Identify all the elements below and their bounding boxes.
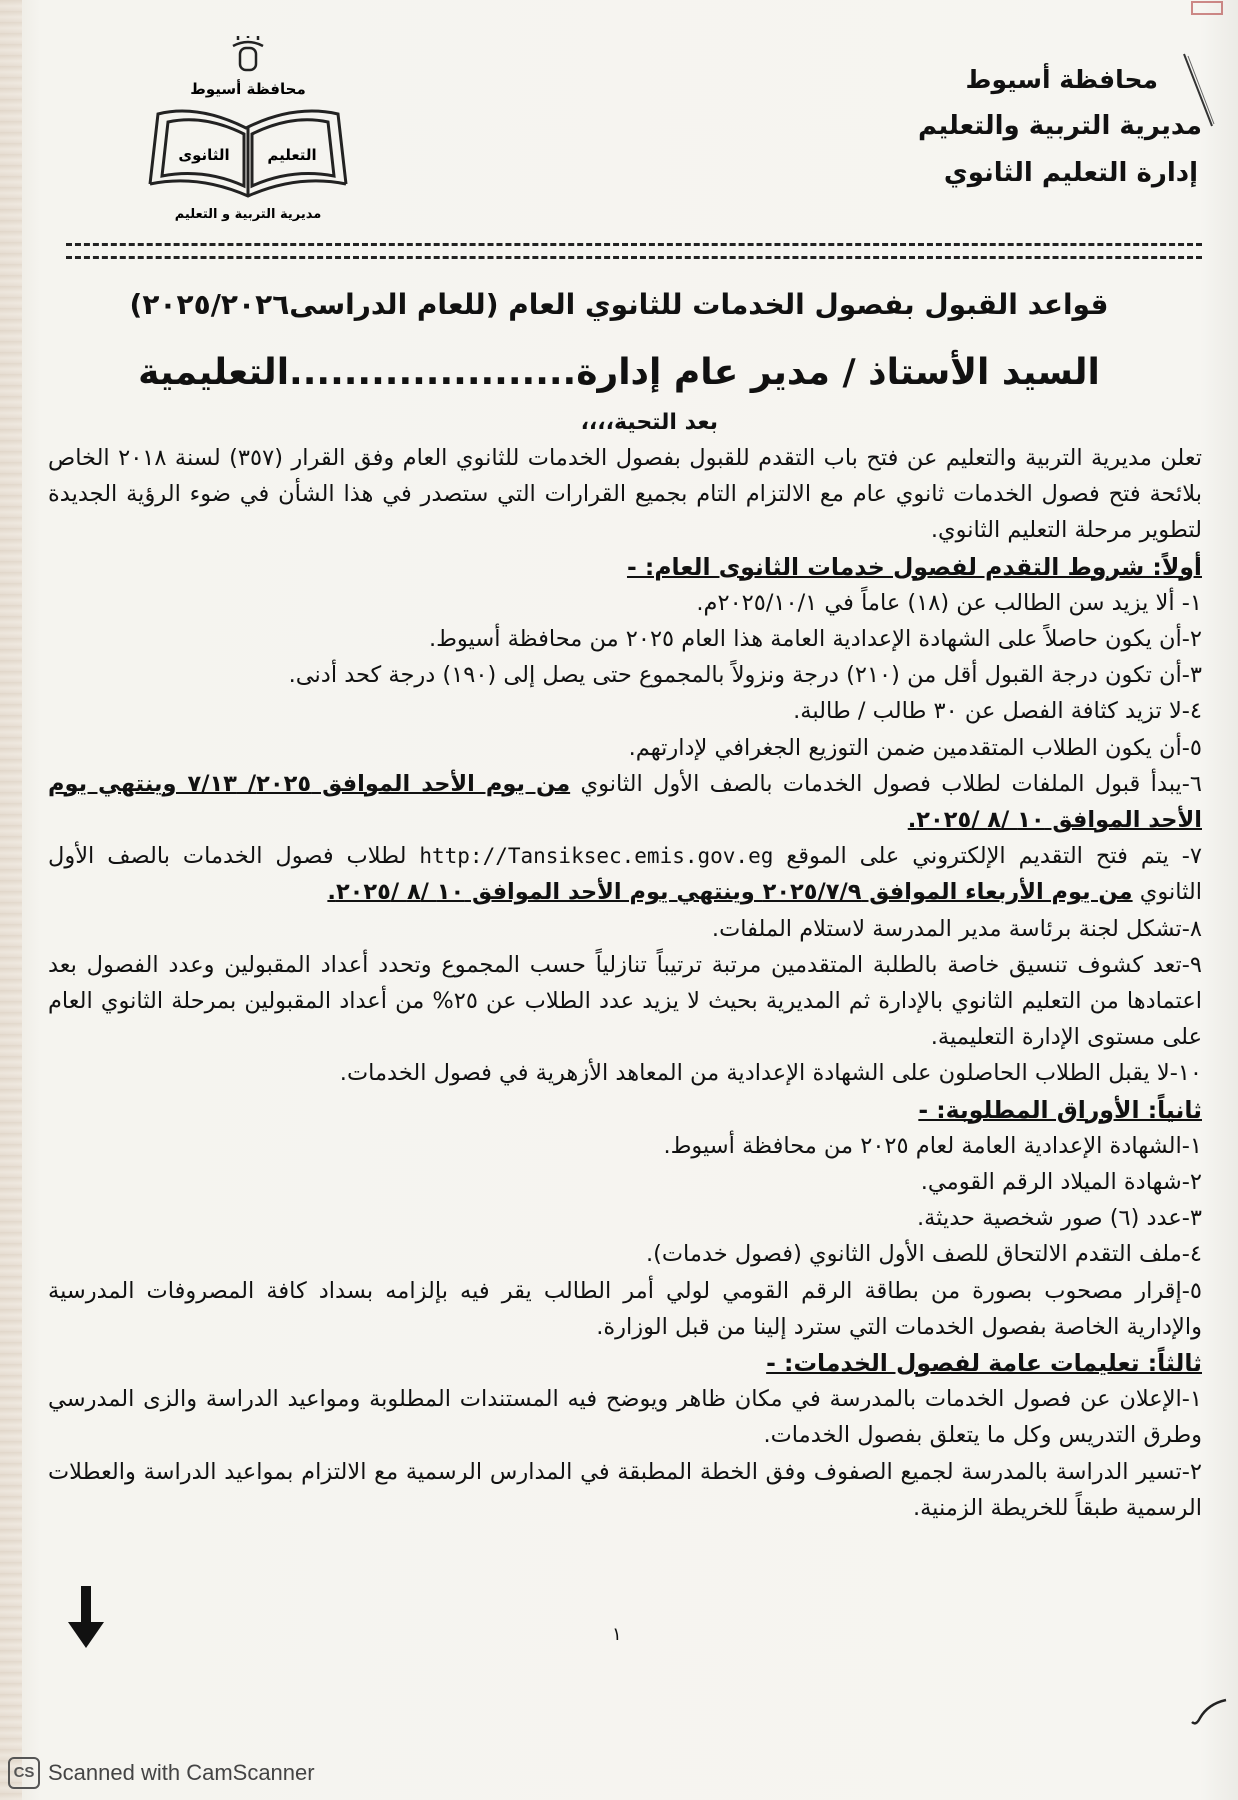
section-1-heading: أولاً: شروط التقدم لفصول خدمات الثانوى العام: - (626, 552, 1202, 581)
section-3-item-1: ١-الإعلان عن فصول الخدمات بالمدرسة في مكان ظاهر ويوضح فيه المستندات المطلوبة ومواعيد الدراسة والزى المدرسي وطرق التدريس وكل ما يتعلق بفصول الخدمات. (48, 1386, 1202, 1449)
addressee-line: السيد الأستاذ / مدير عام إدارة.....................التعليمية (138, 352, 1100, 393)
intro-paragraph: تعلن مديرية التربية والتعليم عن فتح باب التقدم للقبول بفصول الخدمات للثانوي العام وفق القرار (٣٥٧) لسنة ٢٠١٨ الخاص بلائحة فتح فصول الخدمات ثانوي عام مع الالتزام التام بجميع القرارات التي ستصدر في هذا الشأن في ضوء الرؤية الجديدة لتطوير مرحلة التعليم الثانوي. (48, 445, 1202, 544)
scanner-watermark (8, 1757, 315, 1789)
logo-book-right: التعليم (267, 146, 317, 164)
section-1-item-8: ٨-تشكل لجنة برئاسة مدير المدرسة لاستلام الملفات. (711, 915, 1202, 942)
section-1-item-1: ١- ألا يزيد سن الطالب عن (١٨) عاماً في ٢٠٢٥/١٠/١م. (696, 589, 1202, 616)
section-1-item-6: ٦-يبدأ قبول الملفات لطلاب فصول الخدمات بالصف الأول الثانوي من يوم الأحد الموافق ٢٠٢٥/ ٧/١٣ وينتهي يوم الأحد الموافق ١٠ /٨ /٢٠٢٥. (48, 770, 1202, 834)
section-1-item-4: ٤-لا تزيد كثافة الفصل عن ٣٠ طالب / طالبة. (793, 698, 1202, 725)
tansik-url-link[interactable]: http://Tansiksec.emis.gov.eg (419, 844, 774, 869)
header-divider (66, 243, 1202, 259)
letter-body (48, 440, 1202, 1526)
camscanner-logo-icon: CS (8, 1757, 40, 1789)
greeting: بعد التحية،،،، (580, 410, 718, 435)
arrow-down-icon (64, 1584, 108, 1650)
section-1-item-9: ٩-تعد كشوف تنسيق خاصة بالطلبة المتقدمين مرتبة ترتيباً تنازلياً حسب المجموع وتحدد أعداد المقبولين وعدد الفصول بعد اعتمادها من التعليم الثانوي بالإدارة ثم المديرية بحيث لا يزيد عدد الطلاب عن ٢٥% من أعداد المقبولين بمرحلة الثانوي العام على مستوى الإدارة التعليمية. (48, 951, 1202, 1051)
section-1-item-3: ٣-أن تكون درجة القبول أقل من (٢١٠) درجة ونزولاً بالمجموع حتى يصل إلى (١٩٠) درجة كحد أدنى. (288, 662, 1202, 689)
page-number: ١ (612, 1624, 622, 1645)
section-2-item-5: ٥-إقرار مصحوب بصورة من بطاقة الرقم القومي لولي أمر الطالب يقر فيه بإلزامه بسداد كافة المصروفات المدرسية والإدارية الخاصة بفصول الخدمات التي سترد إلينا من قبل الوزارة. (48, 1277, 1202, 1340)
section-2-item-4: ٤-ملف التقدم الالتحاق للصف الأول الثانوي (فصول خدمات). (645, 1241, 1202, 1268)
document-title: قواعد القبول بفصول الخدمات للثانوي العام (للعام الدراسى٢٠٢٥/٢٠٢٦) (129, 288, 1109, 321)
page-edge-shadow (0, 0, 22, 1800)
directorate-name: مديرية التربية والتعليم (917, 111, 1202, 141)
checkmark-icon (1188, 1696, 1230, 1728)
section-1-item-2: ٢-أن يكون حاصلاً على الشهادة الإعدادية العامة هذا العام ٢٠٢٥ من محافظة أسيوط. (428, 626, 1202, 653)
section-1-item-10: ١٠-لا يقبل الطلاب الحاصلون على الشهادة الإعدادية من المعاهد الأزهرية في فصول الخدمات. (339, 1060, 1202, 1087)
scanner-watermark-text: Scanned with CamScanner (48, 1760, 315, 1785)
section-1-item-7: ٧- يتم فتح التقديم الإلكتروني على الموقع http://Tansiksec.emis.gov.eg لطلاب فصول الخدمات بالصف الأول الثانوي من يوم الأربعاء الموافق ٢٠٢٥/٧/٩ وينتهي يوم الأحد الموافق ١٠ /٨ /٢٠٢٥. (48, 843, 1202, 906)
directorate-logo (138, 36, 358, 226)
logo-book-left: الثانوى (178, 146, 230, 164)
governorate-name: محافظة أسيوط (965, 65, 1158, 94)
section-2-heading: ثانياً: الأوراق المطلوبة: - (918, 1095, 1202, 1124)
item-6-dates: من يوم الأحد الموافق ٢٠٢٥/ ٧/١٣ وينتهي يوم الأحد الموافق ١٠ /٨ /٢٠٢٥. (48, 770, 1202, 834)
section-2-item-3: ٣-عدد (٦) صور شخصية حديثة. (916, 1205, 1202, 1232)
item-7-dates: من يوم الأربعاء الموافق ٢٠٢٥/٧/٩ وينتهي يوم الأحد الموافق ١٠ /٨ /٢٠٢٥. (327, 879, 1133, 906)
logo-bottom-text: مديرية التربية و التعليم (174, 207, 322, 222)
section-3-heading: ثالثاً: تعليمات عامة لفصول الخدمات: - (766, 1349, 1202, 1378)
department-name: إدارة التعليم الثانوي (943, 158, 1198, 188)
section-2-item-1: ١-الشهادة الإعدادية العامة لعام ٢٠٢٥ من محافظة أسيوط. (663, 1132, 1202, 1159)
corner-stamp-mark (1188, 0, 1228, 20)
section-3-item-2: ٢-تسير الدراسة بالمدرسة لجميع الصفوف وفق الخطة المطبقة في المدارس الرسمية مع الالتزام بمواعيد الدراسة والعطلات الرسمية طبقاً للخريطة الزمنية. (48, 1458, 1202, 1521)
logo-top-text: محافظة أسيوط (190, 80, 306, 98)
pen-stroke-mark (1178, 50, 1218, 130)
letterhead (882, 58, 1202, 196)
section-2-item-2: ٢-شهادة الميلاد الرقم القومي. (920, 1169, 1202, 1196)
section-1-item-5: ٥-أن يكون الطلاب المتقدمين ضمن التوزيع الجغرافي لإدارتهم. (628, 734, 1202, 761)
